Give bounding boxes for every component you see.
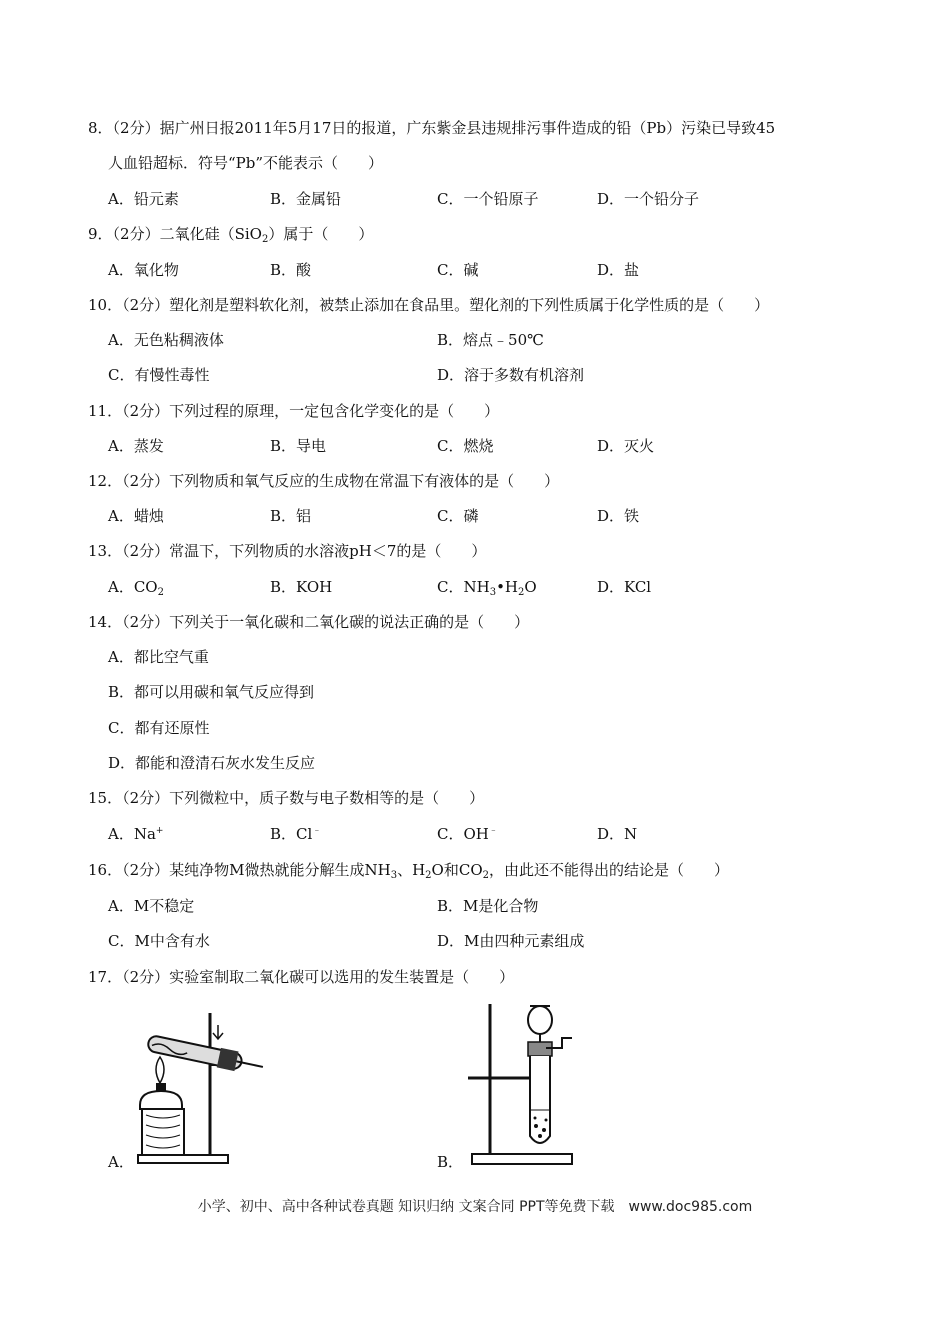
apparatus-a-figure [130,1005,270,1170]
option-d: D．一个铅分子 [597,190,700,208]
question-14: 14．（2分）下列关于一氧化碳和二氧化碳的说法正确的是（ ） [88,613,530,631]
option-c: C．磷 [437,507,479,525]
option-c: C．有慢性毒性 [108,366,210,384]
option-b: B．导电 [270,437,327,455]
option-c: C．都有还原性 [108,719,210,737]
option-b: B．Cl﹣ [270,825,322,843]
option-d: D．铁 [597,507,640,525]
question-12: 12．（2分）下列物质和氧气反应的生成物在常温下有液体的是（ ） [88,472,560,490]
apparatus-b-label: B． [437,1153,464,1171]
option-d: D．盐 [597,261,640,279]
option-b: B．酸 [270,261,312,279]
question-10: 10．（2分）塑化剂是塑料软化剂，被禁止添加在食品里。塑化剂的下列性质属于化学性质的是（ ） [88,296,770,314]
question-8: 8．（2分）据广州日报2011年5月17日的报道，广东紫金县违规排污事件造成的铅（Pb）污染已导致45 [88,119,776,137]
option-d: D．M由四种元素组成 [437,932,585,950]
option-d: D．KCl [597,578,652,596]
option-b: B．M是化合物 [437,897,539,915]
option-c: C．OH﹣ [437,825,498,843]
option-b: B．金属铅 [270,190,342,208]
option-c: C．碱 [437,261,479,279]
option-b: B．KOH [270,578,333,596]
apparatus-b-figure [462,998,582,1170]
option-d: D．溶于多数有机溶剂 [437,366,585,384]
question-9: 9．（2分）二氧化硅（SiO$_2$）属于（ ） [88,225,374,245]
question-17: 17．（2分）实验室制取二氧化碳可以选用的发生装置是（ ） [88,968,515,986]
option-a: A．$CO_2$ [108,578,164,598]
option-a: A．都比空气重 [108,648,209,666]
option-c: C．M中含有水 [108,932,210,950]
option-d: D．灭火 [597,437,655,455]
option-c: C．$NH_3•H_2O$ [437,578,537,598]
option-c: C．燃烧 [437,437,494,455]
option-a: A．无色粘稠液体 [108,331,224,349]
option-b: B．铝 [270,507,312,525]
question-11: 11．（2分）下列过程的原理，一定包含化学变化的是（ ） [88,402,500,420]
option-a: A．M不稳定 [108,897,195,915]
question-15: 15．（2分）下列微粒中，质子数与电子数相等的是（ ） [88,789,485,807]
apparatus-a-label: A． [108,1153,134,1171]
option-d: D．都能和澄清石灰水发生反应 [108,754,316,772]
footer: 小学、初中、高中各种试卷真题 知识归纳 文案合同 PPT等免费下载 www.doc985.com [197,1199,753,1215]
option-b: B．熔点﹣50℃ [437,331,544,349]
option-a: A．蒸发 [108,437,164,455]
question-8-cont: 人血铅超标．符号“Pb”不能表示（ ） [108,154,384,172]
option-b: B．都可以用碳和氧气反应得到 [108,683,315,701]
option-a: A．氧化物 [108,261,179,279]
option-d: D．N [597,825,638,843]
option-a: A．Na+ [108,825,164,843]
option-c: C．一个铅原子 [437,190,539,208]
option-a: A．铅元素 [108,190,179,208]
option-a: A．蜡烛 [108,507,164,525]
question-16: 16．（2分）某纯净物M微热就能分解生成$NH_3$、$H_2O$和$CO_2$，由此还不能得出的结论是（ ） [88,861,730,881]
question-13: 13．（2分）常温下，下列物质的水溶液pH＜7的是（ ） [88,542,487,560]
